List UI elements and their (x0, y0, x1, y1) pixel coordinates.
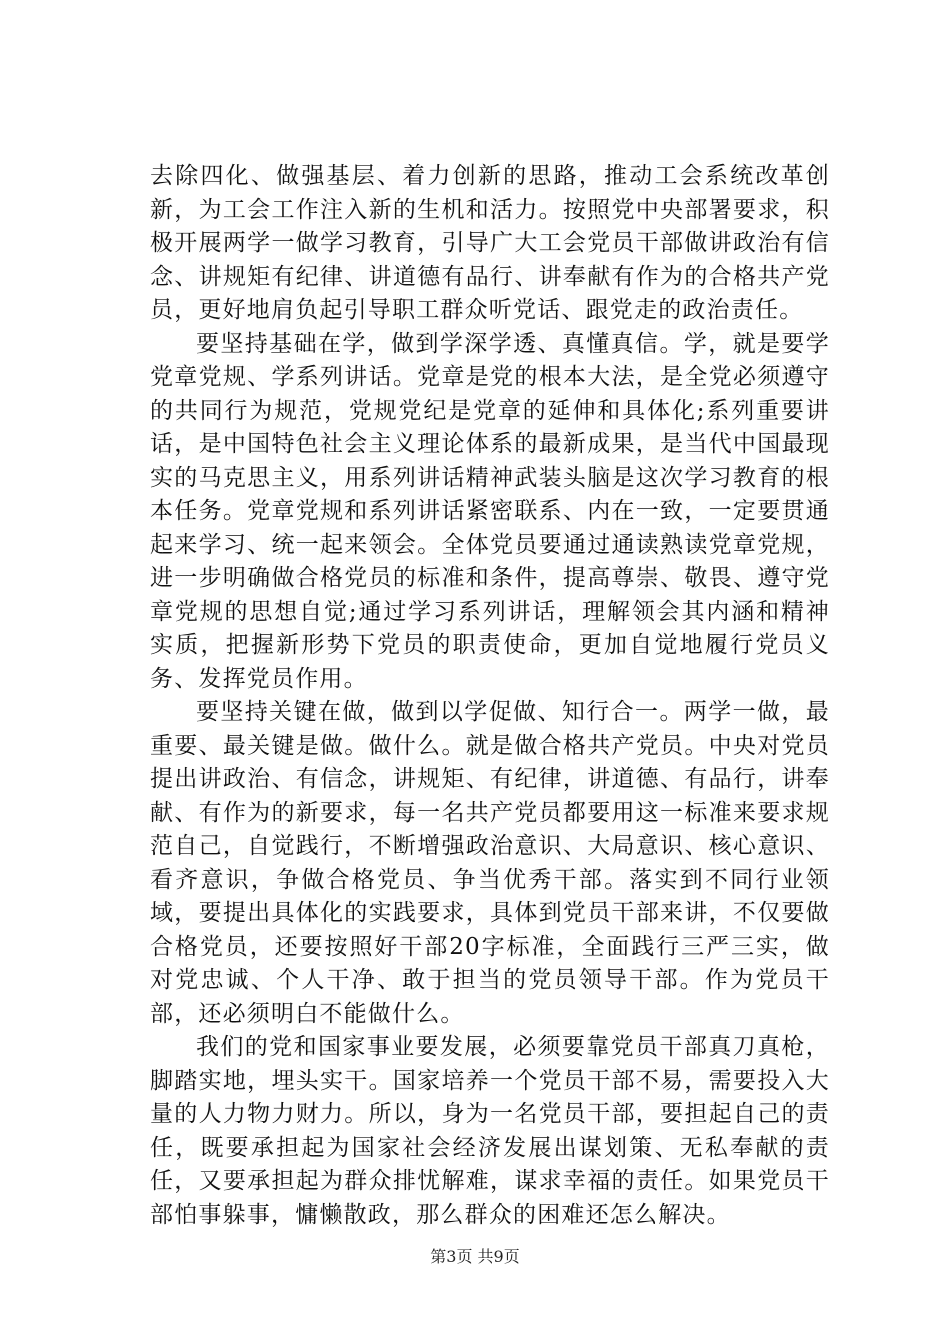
paragraph-3: 要坚持关键在做，做到以学促做、知行合一。两学一做，最重要、最关键是做。做什么。就是做合格共产党员。中央对党员提出讲政治、有信念，讲规矩、有纪律，讲道德、有品行，讲奉献、有作为的新要求，每一名共产党员都要用这一标准来要求规范自己，自觉践行，不断增强政治意识、大局意识、核心意识、看齐意识，争做合格党员、争当优秀干部。落实到不同行业领域，要提出具体化的实践要求，具体到党员干部来讲，不仅要做合格党员，还要按照好干部20字标准，全面践行三严三实，做对党忠诚、个人干净、敢于担当的党员领导干部。作为党员干部，还必须明白不能做什么。 (150, 699, 830, 1027)
page-number-footer: 第3页 共9页 (430, 1247, 520, 1266)
paragraph-1: 去除四化、做强基层、着力创新的思路，推动工会系统改革创新，为工会工作注入新的生机和活力。按照党中央部署要求，积极开展两学一做学习教育，引导广大工会党员干部做讲政治有信念、讲规矩有纪律、讲道德有品行、讲奉献有作为的合格共产党员，更好地肩负起引导职工群众听党话、跟党走的政治责任。 (150, 163, 830, 323)
paragraph-4: 我们的党和国家事业要发展，必须要靠党员干部真刀真枪，脚踏实地，埋头实干。国家培养一个党员干部不易，需要投入大量的人力物力财力。所以，身为一名党员干部，要担起自己的责任，既要承担起为国家社会经济发展出谋划策、无私奉献的责任，又要承担起为群众排忧解难，谋求幸福的责任。如果党员干部怕事躲事，慵懒散政，那么群众的困难还怎么解决。 (150, 1034, 830, 1228)
paragraph-2: 要坚持基础在学，做到学深学透、真懂真信。学，就是要学党章党规、学系列讲话。党章是党的根本大法，是全党必须遵守的共同行为规范，党规党纪是党章的延伸和具体化;系列重要讲话，是中国特色社会主义理论体系的最新成果，是当代中国最现实的马克思主义，用系列讲话精神武装头脑是这次学习教育的根本任务。党章党规和系列讲话紧密联系、内在一致，一定要贯通起来学习、统一起来领会。全体党员要通过通读熟读党章党规，进一步明确做合格党员的标准和条件，提高尊崇、敬畏、遵守党章党规的思想自觉;通过学习系列讲话，理解领会其内涵和精神实质，把握新形势下党员的职责使命，更加自觉地履行党员义务、发挥党员作用。 (150, 330, 830, 692)
document-body (150, 160, 830, 1232)
